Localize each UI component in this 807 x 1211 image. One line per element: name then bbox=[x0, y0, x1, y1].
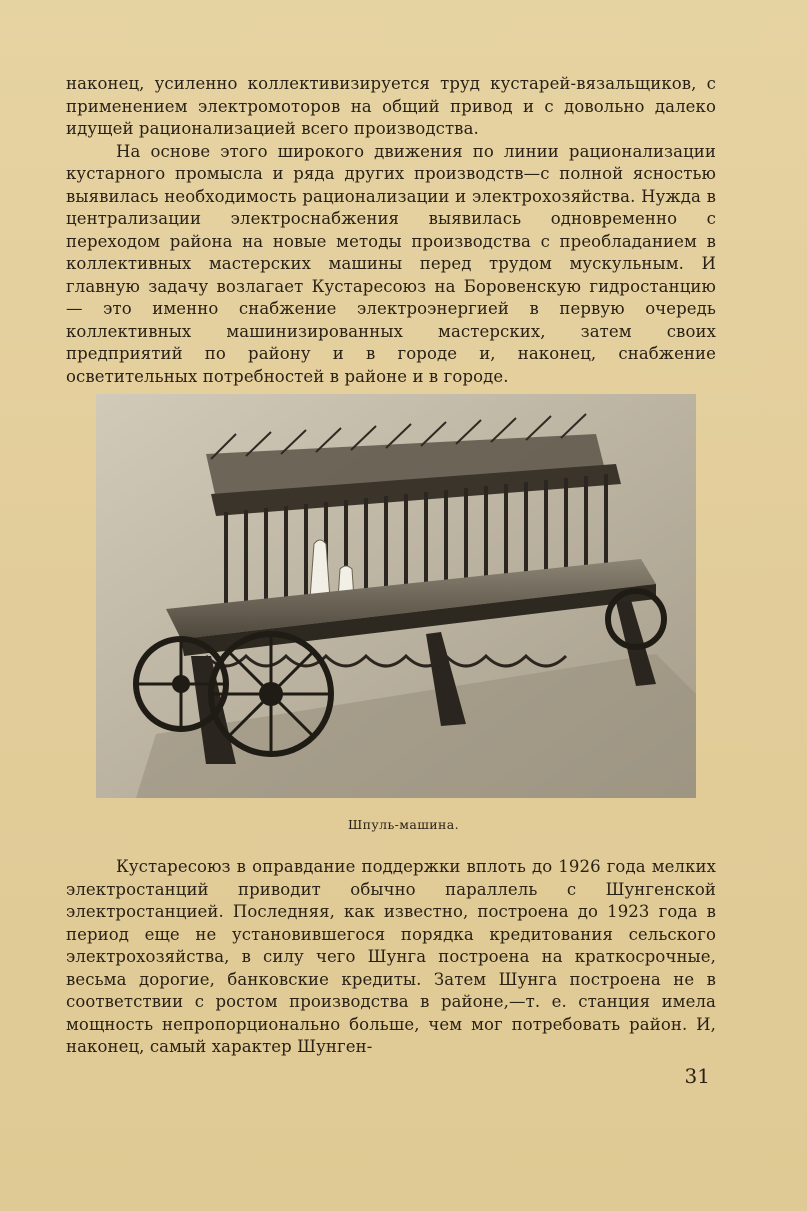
paragraph: Кустаресоюз в оправдание поддержки вплоть до 1926 года мелких электростанций приводит обычно параллель с Шунгенской электростанцией. Последняя, как известно, построена до 1923 года в период еще не установившегося порядка кредитования сельского электрохозяйства, в силу чего Шунга построена на краткосрочные, весьма дорогие, банковские кредиты. Затем Шунга построена не в соответствии с ростом производства в районе,—т. е. станция имела мощность непропорционально больше, чем мог потребовать район. И, наконец, самый характер Шунген- bbox=[66, 857, 716, 1056]
text-block-top bbox=[66, 73, 716, 388]
machine-illustration bbox=[96, 394, 696, 798]
text-block-bottom bbox=[66, 856, 716, 1059]
paragraph-continued: наконец, усиленно коллективизируется труд кустарей-вязальщиков, с применением электромоторов на общий привод и с довольно далеко идущей рационализацией всего производства. bbox=[66, 74, 716, 138]
page-number: 31 bbox=[684, 1064, 710, 1088]
figure-caption: Шпуль-машина. bbox=[347, 817, 459, 832]
paragraph: На основе этого широкого движения по линии рационализации кустарного промысла и ряда других производств—с полной ясностью выявилась необходимость рационализации и электрохозяйства. Нужда в централизации электроснабжения выявилась одновременно с переходом района на новые методы производства с преобладанием в коллективных мастерских машины перед трудом мускульным. И главную задачу возлагает Кустаресоюз на Боровенскую гидростанцию — это именно снабжение электроэнергией в первую очередь коллективных машинизированных мастерских, затем своих предприятий по району и в городе и, наконец, снабжение осветительных потребностей в районе и в городе. bbox=[66, 141, 716, 386]
spool-machine-photo bbox=[96, 394, 696, 798]
